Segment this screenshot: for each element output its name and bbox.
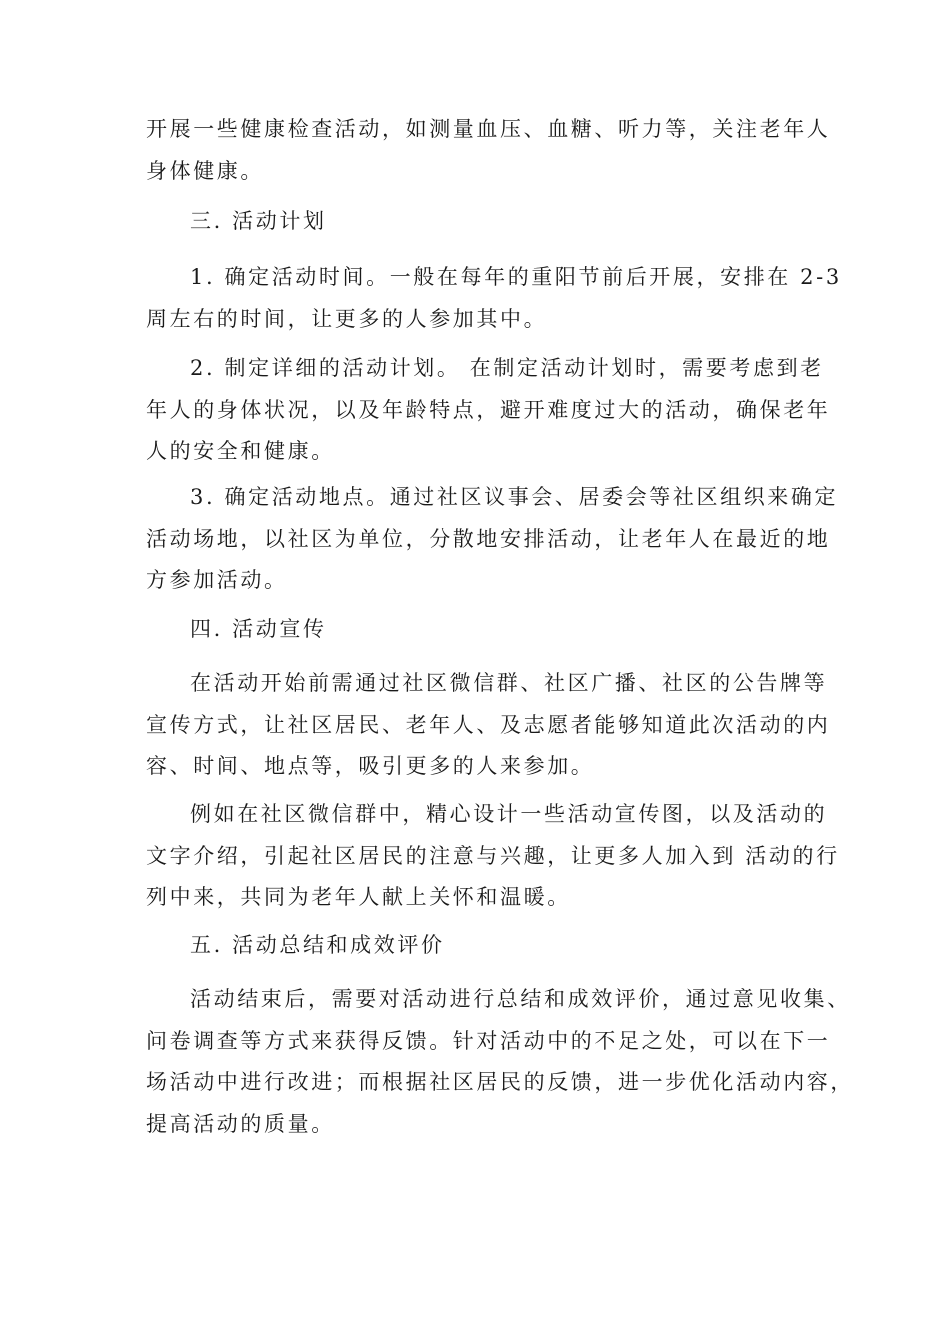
text-line: 问卷调查等方式来获得反馈。针对活动中的不足之处，可以在下一 (146, 1028, 831, 1053)
text-line: 宣传方式，让社区居民、老年人、及志愿者能够知道此次活动的内 (146, 712, 831, 737)
text-line: 年人的身体状况，以及年龄特点，避开难度过大的活动，确保老年 (146, 397, 831, 422)
heading-text: 四. 活动宣传 (190, 617, 327, 641)
text-line: 列中来，共同为老年人献上关怀和温暖。 (146, 885, 571, 909)
text-line: 在活动开始前需通过社区微信群、社区广播、社区的公告牌等 (190, 671, 828, 695)
paragraph-plan-item-3 (146, 477, 839, 602)
text-line: 方参加活动。 (146, 568, 288, 592)
text-line: 人的安全和健康。 (146, 439, 335, 463)
paragraph-promotion-1 (146, 663, 831, 788)
paragraph-summary (146, 979, 854, 1145)
text-line: 开展一些健康检查活动，如测量血压、血糖、听力等，关注老年人 (146, 117, 831, 141)
text-line: 身体健康。 (146, 158, 264, 183)
paragraph-promotion-2 (146, 794, 840, 919)
text-line: 3. 确定活动地点。通过社区议事会、居委会等社区组织来确定 (190, 485, 839, 509)
text-line: 容、时间、地点等，吸引更多的人来参加。 (146, 754, 595, 778)
section-heading-summary (146, 925, 798, 967)
heading-text: 三. 活动计划 (190, 209, 327, 233)
text-line: 1. 确定活动时间。一般在每年的重阳节前后开展，安排在 2-3 (190, 265, 842, 289)
paragraph-plan-item-1 (146, 257, 842, 340)
text-line: 文字介绍，引起社区居民的注意与兴趣，让更多人加入到 活动的行 (146, 843, 840, 868)
text-line: 活动结束后，需要对活动进行总结和成效评价，通过意见收集、 (190, 987, 851, 1011)
text-line: 周左右的时间，让更多的人参加其中。 (146, 306, 548, 331)
text-line: 例如在社区微信群中，精心设计一些活动宣传图，以及活动的 (190, 802, 828, 826)
section-heading-plan (146, 201, 798, 243)
paragraph-plan-item-2 (146, 348, 831, 473)
heading-text: 五. 活动总结和成效评价 (190, 933, 445, 957)
text-line: 活动场地，以社区为单位，分散地安排活动，让老年人在最近的地 (146, 526, 831, 551)
section-heading-promotion (146, 609, 798, 651)
text-line: 场活动中进行改进；而根据社区居民的反馈，进一步优化活动内容， (146, 1070, 854, 1094)
text-line: 2. 制定详细的活动计划。 在制定活动计划时，需要考虑到老 (190, 356, 824, 380)
paragraph-health-check (146, 109, 831, 192)
text-line: 提高活动的质量。 (146, 1111, 335, 1136)
